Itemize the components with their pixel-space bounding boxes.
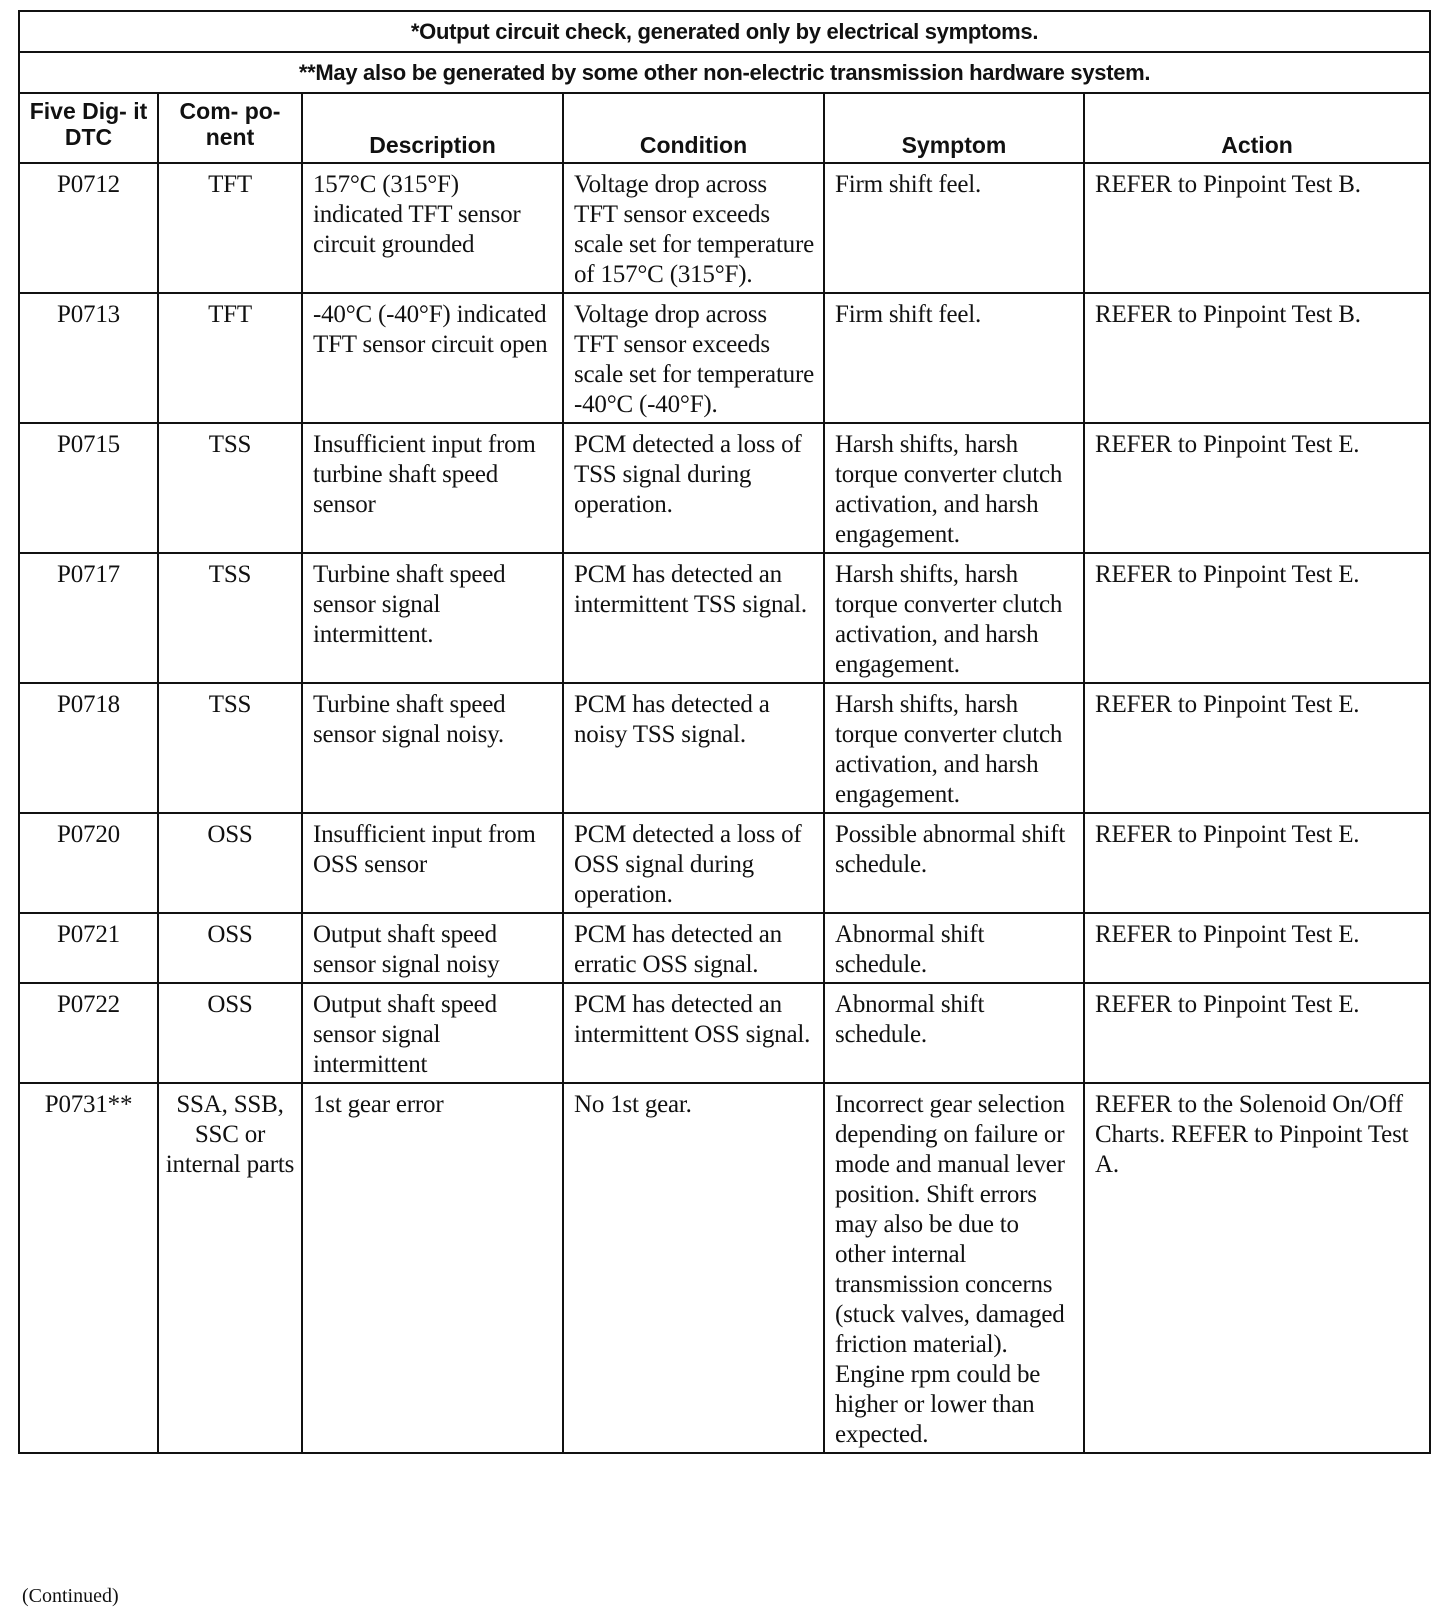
notice-electrical: *Output circuit check, generated only by electrical symptoms. — [19, 11, 1430, 52]
component-cell: TFT — [158, 163, 302, 293]
action-cell: REFER to the Solenoid On/Off Charts. REFER to Pinpoint Test A. — [1084, 1083, 1430, 1453]
notice-row — [19, 52, 1430, 93]
table-row — [19, 423, 1430, 553]
notice-row — [19, 11, 1430, 52]
table-row — [19, 983, 1430, 1083]
component-cell: TSS — [158, 553, 302, 683]
table-body — [19, 163, 1430, 1453]
column-header-condition: Condition — [563, 93, 824, 163]
description-cell: 157°C (315°F) indicated TFT sensor circuit grounded — [302, 163, 563, 293]
column-header-description: Description — [302, 93, 563, 163]
dtc-code-cell: P0718 — [19, 683, 158, 813]
table-row — [19, 293, 1430, 423]
symptom-cell: Abnormal shift schedule. — [824, 913, 1084, 983]
action-cell: REFER to Pinpoint Test E. — [1084, 813, 1430, 913]
table-row — [19, 163, 1430, 293]
action-cell: REFER to Pinpoint Test E. — [1084, 683, 1430, 813]
description-cell: 1st gear error — [302, 1083, 563, 1453]
dtc-code-cell: P0713 — [19, 293, 158, 423]
dtc-code-cell: P0721 — [19, 913, 158, 983]
column-header-row — [19, 93, 1430, 163]
condition-cell: PCM has detected a noisy TSS signal. — [563, 683, 824, 813]
component-cell: TSS — [158, 683, 302, 813]
dtc-code-cell: P0722 — [19, 983, 158, 1083]
description-cell: Turbine shaft speed sensor signal intermittent. — [302, 553, 563, 683]
column-header-symptom: Symptom — [824, 93, 1084, 163]
column-header-dtc: Five Dig- it DTC — [19, 93, 158, 163]
symptom-cell: Harsh shifts, harsh torque converter clutch activation, and harsh engagement. — [824, 553, 1084, 683]
condition-cell: No 1st gear. — [563, 1083, 824, 1453]
symptom-cell: Abnormal shift schedule. — [824, 983, 1084, 1083]
description-cell: Output shaft speed sensor signal intermittent — [302, 983, 563, 1083]
condition-cell: PCM has detected an intermittent OSS signal. — [563, 983, 824, 1083]
table-row — [19, 913, 1430, 983]
dtc-code-cell: P0717 — [19, 553, 158, 683]
action-cell: REFER to Pinpoint Test E. — [1084, 913, 1430, 983]
dtc-table — [18, 10, 1431, 1454]
description-cell: -40°C (-40°F) indicated TFT sensor circuit open — [302, 293, 563, 423]
action-cell: REFER to Pinpoint Test E. — [1084, 983, 1430, 1083]
description-cell: Insufficient input from OSS sensor — [302, 813, 563, 913]
dtc-code-cell: P0715 — [19, 423, 158, 553]
symptom-cell: Harsh shifts, harsh torque converter clutch activation, and harsh engagement. — [824, 423, 1084, 553]
symptom-cell: Possible abnormal shift schedule. — [824, 813, 1084, 913]
component-cell: SSA, SSB, SSC or internal parts — [158, 1083, 302, 1453]
action-cell: REFER to Pinpoint Test B. — [1084, 163, 1430, 293]
dtc-code-cell: P0731** — [19, 1083, 158, 1453]
description-cell: Output shaft speed sensor signal noisy — [302, 913, 563, 983]
component-cell: OSS — [158, 813, 302, 913]
column-header-component: Com- po- nent — [158, 93, 302, 163]
table-row — [19, 553, 1430, 683]
action-cell: REFER to Pinpoint Test E. — [1084, 423, 1430, 553]
action-cell: REFER to Pinpoint Test E. — [1084, 553, 1430, 683]
condition-cell: PCM detected a loss of TSS signal during operation. — [563, 423, 824, 553]
description-cell: Insufficient input from turbine shaft speed sensor — [302, 423, 563, 553]
dtc-code-cell: P0720 — [19, 813, 158, 913]
condition-cell: Voltage drop across TFT sensor exceeds scale set for temperature -40°C (-40°F). — [563, 293, 824, 423]
notice-hardware: **May also be generated by some other non-electric transmission hardware system. — [19, 52, 1430, 93]
component-cell: TSS — [158, 423, 302, 553]
component-cell: OSS — [158, 983, 302, 1083]
description-cell: Turbine shaft speed sensor signal noisy. — [302, 683, 563, 813]
component-cell: TFT — [158, 293, 302, 423]
symptom-cell: Incorrect gear selection depending on failure or mode and manual lever position. Shift errors may also be due to other internal transmission concerns (stuck valves, damaged friction material). Engine rpm could be higher or lower than expected. — [824, 1083, 1084, 1453]
action-cell: REFER to Pinpoint Test B. — [1084, 293, 1430, 423]
condition-cell: PCM has detected an erratic OSS signal. — [563, 913, 824, 983]
symptom-cell: Firm shift feel. — [824, 163, 1084, 293]
table-row — [19, 683, 1430, 813]
condition-cell: Voltage drop across TFT sensor exceeds scale set for temperature of 157°C (315°F). — [563, 163, 824, 293]
component-cell: OSS — [158, 913, 302, 983]
table-row — [19, 813, 1430, 913]
condition-cell: PCM has detected an intermittent TSS signal. — [563, 553, 824, 683]
dtc-code-cell: P0712 — [19, 163, 158, 293]
continued-note: (Continued) — [22, 1585, 119, 1607]
condition-cell: PCM detected a loss of OSS signal during operation. — [563, 813, 824, 913]
symptom-cell: Firm shift feel. — [824, 293, 1084, 423]
table-row — [19, 1083, 1430, 1453]
symptom-cell: Harsh shifts, harsh torque converter clutch activation, and harsh engagement. — [824, 683, 1084, 813]
column-header-action: Action — [1084, 93, 1430, 163]
